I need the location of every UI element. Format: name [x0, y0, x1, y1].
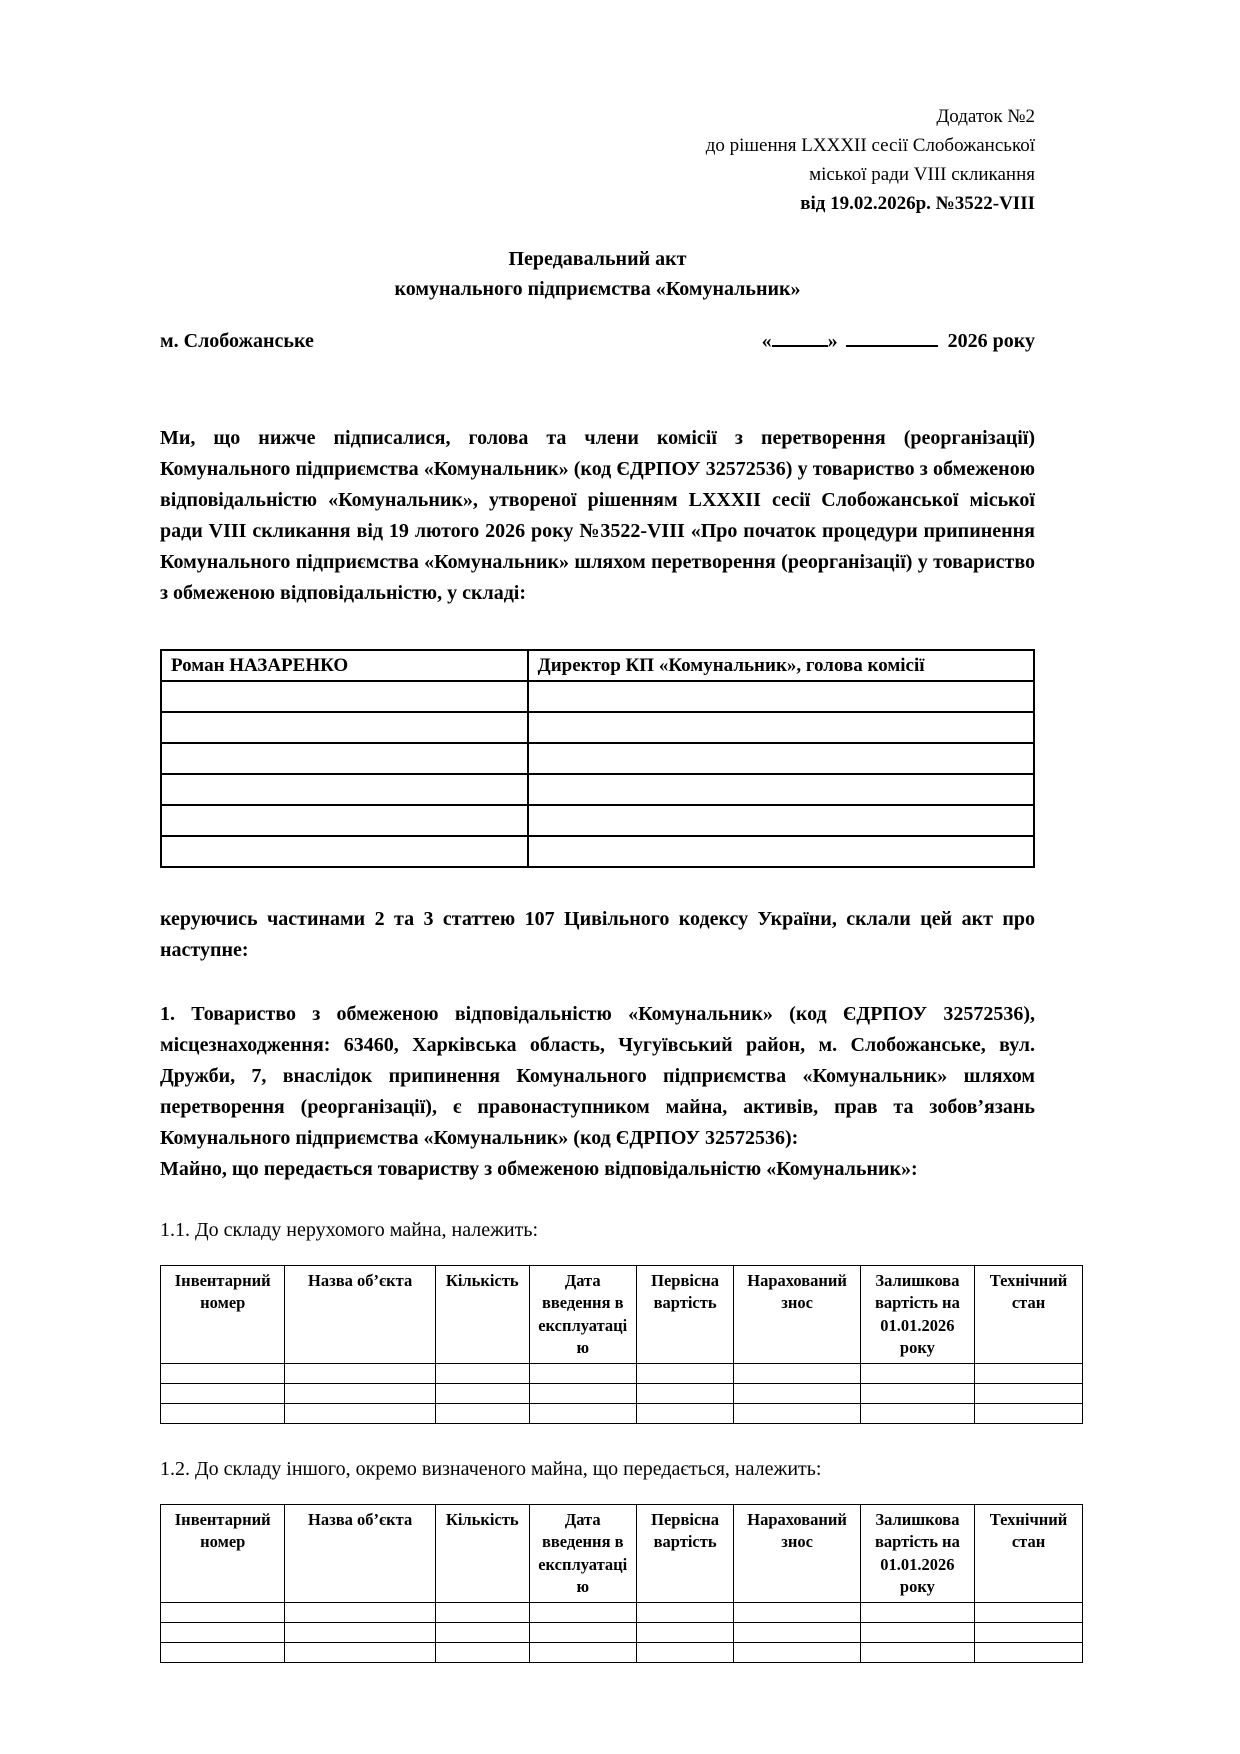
table-row [161, 712, 1034, 743]
member-position-cell [528, 774, 1034, 805]
empty-cell [975, 1603, 1083, 1623]
member-position-cell [528, 681, 1034, 712]
document-subtitle-line: комунального підприємства «Комунальник» [394, 278, 801, 300]
empty-cell [636, 1384, 734, 1404]
empty-cell [860, 1603, 974, 1623]
member-name-cell [161, 712, 528, 743]
empty-cell [435, 1384, 529, 1404]
member-position-cell [528, 836, 1034, 867]
member-position-cell [528, 712, 1034, 743]
empty-cell [285, 1364, 435, 1384]
header-technical-condition: Технічний стан [975, 1266, 1083, 1364]
member-name-cell: Роман НАЗАРЕНКО [161, 650, 528, 681]
empty-cell [636, 1623, 734, 1643]
empty-cell [529, 1364, 636, 1384]
clause-1-continuation: Майно, що передається товариству з обмеженою відповідальністю «Комунальник»: [160, 1158, 918, 1180]
empty-cell [529, 1603, 636, 1623]
table-row [161, 650, 1034, 681]
empty-cell [161, 1364, 285, 1384]
empty-cell [285, 1384, 435, 1404]
table-header-row [161, 1266, 1083, 1364]
empty-cell [529, 1643, 636, 1663]
appendix-decision-date: від 19.02.2026р. №3522-VIII [800, 193, 1035, 214]
header-accrued-depreciation: Нарахований знос [734, 1266, 860, 1364]
header-object-name: Назва об’єкта [285, 1266, 435, 1364]
table-row [161, 836, 1034, 867]
member-name-cell [161, 743, 528, 774]
member-name-cell [161, 681, 528, 712]
empty-cell [860, 1384, 974, 1404]
basis-paragraph: керуючись частинами 2 та 3 статтею 107 Цивільного кодексу України, склали цей акт про наступне: [160, 908, 1035, 961]
empty-cell [975, 1623, 1083, 1643]
empty-cell [734, 1603, 860, 1623]
quote-open: « [761, 330, 772, 352]
empty-cell [636, 1643, 734, 1663]
header-residual-value: Залишкова вартість на 01.01.2026 року [860, 1266, 974, 1364]
city-date-line [160, 328, 1035, 353]
table-row [161, 774, 1034, 805]
empty-cell [975, 1404, 1083, 1424]
header-initial-cost: Первісна вартість [636, 1505, 734, 1603]
table-row [161, 743, 1034, 774]
header-quantity: Кількість [435, 1266, 529, 1364]
section-1-1-heading: 1.1. До складу нерухомого майна, належить: [160, 1219, 539, 1241]
table-row [161, 1603, 1083, 1623]
empty-cell [636, 1364, 734, 1384]
empty-cell [975, 1384, 1083, 1404]
table-header-row [161, 1505, 1083, 1603]
empty-cell [860, 1364, 974, 1384]
header-object-name: Назва об’єкта [285, 1505, 435, 1603]
empty-cell [975, 1643, 1083, 1663]
member-position-cell [528, 805, 1034, 836]
empty-cell [161, 1623, 285, 1643]
empty-cell [734, 1404, 860, 1424]
member-name-cell [161, 774, 528, 805]
empty-cell [734, 1643, 860, 1663]
member-position-cell [528, 743, 1034, 774]
clause-1-paragraph: 1. Товариство з обмеженою відповідальністю «Комунальник» (код ЄДРПОУ 32572536), місцезнаходження: 63460, Харківська область, Чугуївський район, м. Слобожанське, вул. Дружби, 7, внаслідок припинення Комунального підприємства «Комунальник» шляхом перетворення (реорганізації), є правонаступником майна, активів, прав та зобов’язань Комунального підприємства «Комунальник» (код ЄДРПОУ 32572536): [160, 1003, 1035, 1149]
empty-cell [734, 1623, 860, 1643]
header-residual-value: Залишкова вартість на 01.01.2026 року [860, 1505, 974, 1603]
empty-cell [435, 1404, 529, 1424]
empty-cell [435, 1603, 529, 1623]
empty-cell [529, 1623, 636, 1643]
empty-cell [529, 1384, 636, 1404]
document-title-line: Передавальний акт [508, 248, 687, 270]
table-row [161, 1364, 1083, 1384]
empty-cell [285, 1404, 435, 1424]
table-row [161, 1404, 1083, 1424]
city-label: м. Слобожанське [160, 330, 314, 352]
empty-cell [435, 1364, 529, 1384]
empty-cell [285, 1623, 435, 1643]
year-label: 2026 року [947, 330, 1035, 352]
empty-cell [161, 1384, 285, 1404]
empty-cell [285, 1643, 435, 1663]
header-technical-condition: Технічний стан [975, 1505, 1083, 1603]
empty-cell [161, 1643, 285, 1663]
table-row [161, 1623, 1083, 1643]
empty-cell [636, 1603, 734, 1623]
header-inventory-number: Інвентарний номер [161, 1266, 285, 1364]
appendix-line: міської ради VIII скликання [809, 164, 1035, 185]
table-row [161, 1643, 1083, 1663]
commission-table [160, 649, 1035, 868]
intro-paragraph: Ми, що нижче підписалися, голова та члени комісії з перетворення (реорганізації) Комунального підприємства «Комунальник» (код ЄДРПОУ 32572536) у товариство з обмеженою відповідальністю «Комунальник», утвореної рішенням LXXXII сесії Слобожанської міської ради VIII скликання від 19 лютого 2026 року №3522-VIII «Про початок процедури припинення Комунального підприємства «Комунальник» шляхом перетворення (реорганізації) у товариство з обмеженою відповідальністю, у складі: [160, 427, 1035, 604]
quote-close: » [827, 330, 838, 352]
day-blank-line [772, 328, 828, 347]
month-blank-line [846, 328, 938, 347]
appendix-line: до рішення LXXXII сесії Слобожанської [705, 135, 1035, 156]
appendix-line: Додаток №2 [936, 106, 1035, 127]
header-accrued-depreciation: Нарахований знос [734, 1505, 860, 1603]
header-initial-cost: Первісна вартість [636, 1266, 734, 1364]
empty-cell [860, 1623, 974, 1643]
empty-cell [734, 1384, 860, 1404]
document-title [160, 244, 1035, 304]
member-position-cell: Директор КП «Комунальник», голова комісії [528, 650, 1034, 681]
table-row [161, 1384, 1083, 1404]
empty-cell [734, 1364, 860, 1384]
empty-cell [285, 1603, 435, 1623]
other-property-table [160, 1504, 1083, 1663]
empty-cell [529, 1404, 636, 1424]
section-1-2-heading: 1.2. До складу іншого, окремо визначеного майна, що передається, належить: [160, 1458, 822, 1481]
header-quantity: Кількість [435, 1505, 529, 1603]
empty-cell [975, 1364, 1083, 1384]
empty-cell [435, 1643, 529, 1663]
immovable-property-table [160, 1265, 1083, 1424]
empty-cell [860, 1404, 974, 1424]
table-row [161, 681, 1034, 712]
empty-cell [435, 1623, 529, 1643]
header-inventory-number: Інвентарний номер [161, 1505, 285, 1603]
date-blank-group [762, 328, 1035, 353]
empty-cell [860, 1643, 974, 1663]
appendix-header [160, 102, 1035, 218]
table-row [161, 805, 1034, 836]
member-name-cell [161, 805, 528, 836]
header-commissioning-date: Дата введення в експлуатацію [529, 1266, 636, 1364]
member-name-cell [161, 836, 528, 867]
empty-cell [636, 1404, 734, 1424]
header-commissioning-date: Дата введення в експлуатацію [529, 1505, 636, 1603]
empty-cell [161, 1603, 285, 1623]
empty-cell [161, 1404, 285, 1424]
